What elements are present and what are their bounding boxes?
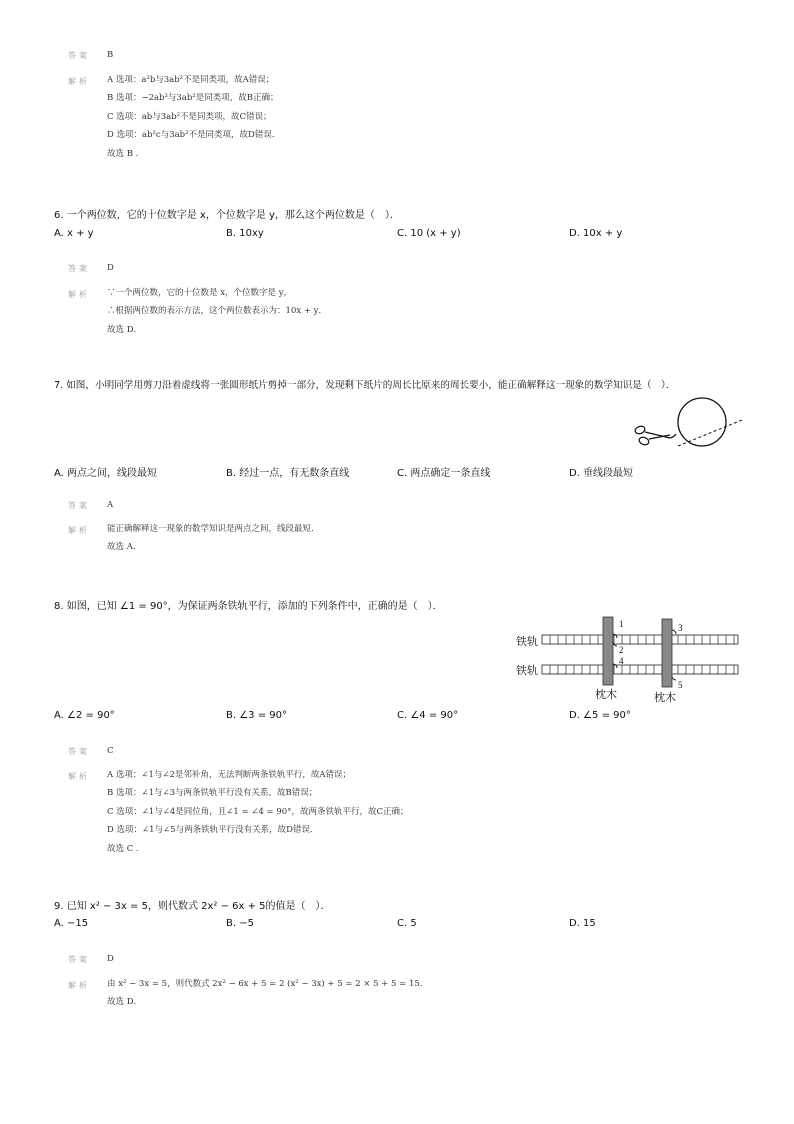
q8-analysis [107,766,408,858]
q9-option-c: C. 5 [397,918,417,929]
analysis-line: A 选项：a²b与3ab²不是同类项，故A错误； [107,75,275,85]
q6-analysis [107,284,327,339]
q6-option-d: D. 10x + y [569,228,623,239]
question-6-stem: 6. 一个两位数，它的十位数字是 x，个位数字是 y，那么这个两位数是（ ）． [54,210,400,221]
analysis-line: C 选项：ab与3ab²不是同类项，故C错误； [107,111,272,122]
q6-answer: D [107,263,114,273]
analysis-label: 解析 [68,526,90,535]
analysis-label: 解析 [68,772,90,781]
sleeper-left [603,617,613,685]
analysis-line: ∴根据两位数的表示方法，这个两位数表示为：10x + y． [107,306,327,317]
q9-option-b: B. −5 [226,918,254,929]
cut-dashed-line [678,420,742,446]
answer-label: 答案 [68,955,90,964]
analysis-label: 解析 [68,290,90,299]
q7-answer: A [107,500,114,510]
q8-answer: C [107,746,114,756]
answer-label: 答案 [68,264,90,273]
q7-option-a: A. 两点之间，线段最短 [54,468,158,479]
q9-analysis [107,975,428,1012]
analysis-line: C 选项：∠1与∠4是同位角，且∠1 = ∠4 = 90°，故两条铁轨平行，故C正确； [107,806,409,817]
answer-label: 答案 [68,51,90,60]
sleeper-label-right: 枕木 [654,691,676,704]
sleeper-label-left: 枕木 [595,688,617,701]
angle-label-4: 4 [619,656,624,666]
question-7-stem: 7. 如图，小明同学用剪刀沿着虚线将一张圆形纸片剪掉一部分，发现剩下纸片的周长比原来的周长要小，能正确解释这一现象的数学知识是（ ）． [54,380,676,391]
q8-option-a: A. ∠2 = 90° [54,710,115,721]
analysis-line: ∵一个两位数，它的十位数是 x，个位数字是 y， [107,288,293,298]
rail-label-bottom: 铁轨 [516,664,538,677]
analysis-line: D 选项：∠1与∠5与两条铁轨平行没有关系，故D错误． [107,825,319,836]
q7-option-d: D. 垂线段最短 [569,468,634,479]
question-9-stem: 9. 已知 x² − 3x = 5，则代数式 2x² − 6x + 5的值是（ ）． [54,901,331,912]
scissors-circle-figure [630,394,744,456]
rail-bottom [542,665,738,674]
analysis-line: A 选项：∠1与∠2是邻补角，无法判断两条铁轨平行，故A错误； [107,770,352,780]
q8-option-b: B. ∠3 = 90° [226,710,288,721]
paper-circle [678,398,726,446]
sleeper-right [662,619,672,687]
angle-label-2: 2 [619,645,624,655]
q6-option-b: B. 10xy [226,228,264,239]
q7-option-b: B. 经过一点，有无数条直线 [226,468,350,479]
q9-answer: D [107,954,114,964]
q7-option-c: C. 两点确定一条直线 [397,468,491,479]
question-8-stem: 8. 如图，已知 ∠1 = 90°，为保证两条铁轨平行，添加的下列条件中，正确的是（ ）． [54,601,443,612]
analysis-label: 解析 [68,77,90,86]
q6-option-a: A. x + y [54,228,94,239]
answer-label: 答案 [68,747,90,756]
rail-top [542,635,738,644]
q5-analysis [107,71,280,163]
rail-label-top: 铁轨 [516,635,538,648]
analysis-line: 能正确解释这一现象的数学知识是两点之间，线段最短． [107,524,320,534]
q9-option-d: D. 15 [569,918,596,929]
q9-option-a: A. −15 [54,918,89,929]
analysis-line: 故选 A． [107,542,142,553]
analysis-line: 故选 D． [107,997,143,1008]
angle-label-1: 1 [619,619,624,629]
q7-analysis [107,520,320,557]
angle-label-5: 5 [678,680,683,690]
analysis-line: D 选项：ab²c与3ab²不是同类项，故D错误． [107,130,281,141]
scissors-icon [634,425,676,446]
analysis-line: 故选 C . [107,843,139,854]
analysis-line: 故选 B . [107,148,139,159]
q6-option-c: C. 10 (x + y) [397,228,461,239]
q5-answer: B [107,50,114,60]
q8-option-d: D. ∠5 = 90° [569,710,631,721]
analysis-line: B 选项：∠1与∠3与两条铁轨平行没有关系，故B错误； [107,788,318,799]
analysis-line: 由 x² − 3x = 5，则代数式 2x² − 6x + 5 = 2 (x² − 3x) + 5 = 2 × 5 + 5 = 15． [107,979,429,989]
angle-label-3: 3 [678,623,683,633]
analysis-line: 故选 D． [107,324,143,335]
answer-label: 答案 [68,501,90,510]
q8-option-c: C. ∠4 = 90° [397,710,459,721]
analysis-label: 解析 [68,981,90,990]
railway-figure [512,612,744,708]
analysis-line: B 选项：−2ab²与3ab²是同类项，故B正确； [107,93,279,104]
